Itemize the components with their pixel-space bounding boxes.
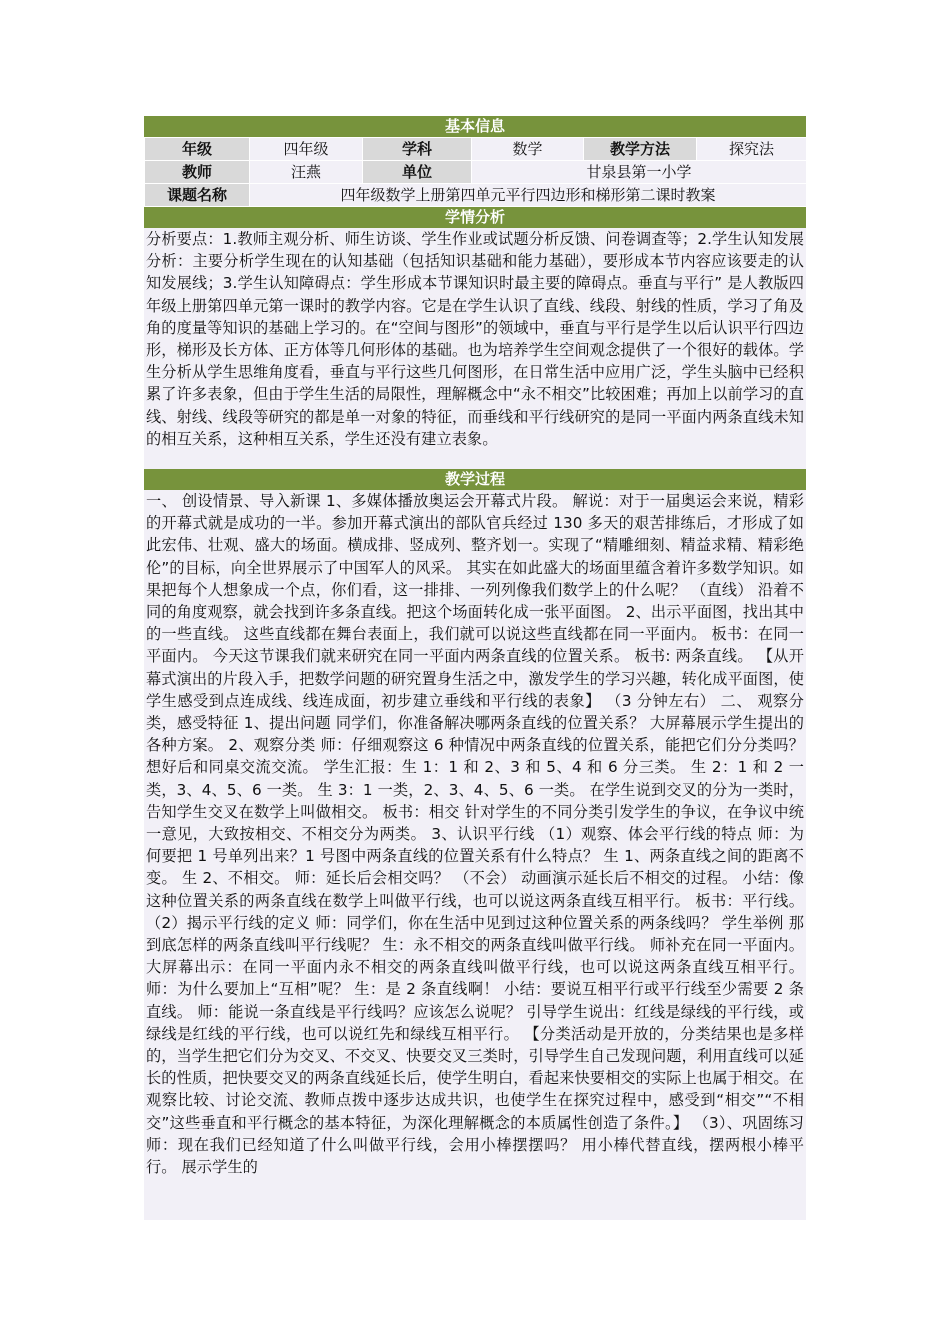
info-row-teacher <box>145 161 807 184</box>
process-text: 一、 创设情景、导入新课 1、多媒体播放奥运会开幕式片段。 解说：对于一届奥运会来说，精彩的开幕式就是成功的一半。参加开幕式演出的部队官兵经过 130 多天的艰苦排练后，才形成了如此宏伟、壮观、盛大的场面。横成排、竖成列、整齐划一。实现了“精雕细刻、精益求精、精彩绝伦”的目标，向全世界展示了中国军人的风采。 其实在如此盛大的场面里蕴含着许多数学知识。如果把每个人想象成一个点，你们看，这一排排、一列列像我们数学上的什么呢？ （直线） 沿着不同的角度观察，就会找到许多条直线。把这个场面转化成一张平面图。 2、出示平面图，找出其中的一些直线。 这些直线都在舞台表面上，我们就可以说这些直线都在同一平面内。 板书：在同一平面内。 今天这节课我们就来研究在同一平面内两条直线的位置关系。 板书: 两条直线。 【从开幕式演出的片段入手，把数学问题的研究置身生活之中，激发学生的学习兴趣，转化成平面图，使学生感受到点连成线、线连成面，初步建立垂线和平行线的表象】 （3 分钟左右） 二、 观察分类，感受特征 1、提出问题 同学们，你准备解决哪两条直线的位置关系？ 大屏幕展示学生提出的各种方案。 2、观察分类 师：仔细观察这 6 种情况中两条直线的位置关系，能把它们分分类吗？想好后和同桌交流交流。 学生汇报：生 1：1 和 2、3 和 5、4 和 6 分三类。 生 2：1 和 2 一类，3、4、5、6 一类。 生 3：1 一类，2、3、4、5、6 一类。 在学生说到交叉的分为一类时，告知学生交叉在数学上叫做相交。 板书：相交 针对学生的不同分类引发学生的争议，在争议中统一意见，大致按相交、不相交分为两类。 3、认识平行线 （1）观察、体会平行线的特点 师：为何要把 1 号单列出来？1 号图中两条直线的位置关系有什么特点？ 生 1、两条直线之间的距离不变。 生 2、不相交。 师：延长后会相交吗？ （不会） 动画演示延长后不相交的过程。 小结：像这种位置关系的两条直线在数学上叫做平行线，也可以说这两条直线互相平行。 板书：平行线。 （2）揭示平行线的定义 师：同学们，你在生活中见到过这种位置关系的两条线吗？ 学生举例 那到底怎样的两条直线叫平行线呢？ 生：永不相交的两条直线叫做平行线。 师补充在同一平面内。 大屏幕出示：在同一平面内永不相交的两条直线叫做平行线，也可以说这两条直线互相平行。 师：为什么要加上“互相”呢？ 生：是 2 条直线啊！ 小结：要说互相平行或平行线至少需要 2 条直线。 师：能说一条直线是平行线吗？应该怎么说呢？ 引导学生说出：红线是绿线的平行线，或绿线是红线的平行线，也可以说红先和绿线互相平行。 【分类活动是开放的，分类结果也是多样的，当学生把它们分为交叉、不交叉、快要交叉三类时，引导学生自己发现问题，利用直线可以延长的性质，把快要交叉的两条直线延长后，使学生明白，看起来快要相交的实际上也属于相交。在观察比较、讨论交流、教师点拨中逐步达成共识，也使学生在探究过程中，感受到“相交”“不相交”这些垂直和平行概念的基本特征，为深化理解概念的本质属性创造了条件。】 （3）、巩固练习 师：现在我们已经知道了什么叫做平行线，会用小棒摆摆吗？ 用小棒代替直线，摆两根小棒平行。 展示学生的 <box>144 490 806 1220</box>
course-label: 课题名称 <box>145 184 250 207</box>
teacher-value: 汪燕 <box>250 161 363 184</box>
grade-label: 年级 <box>145 138 250 161</box>
unit-value: 甘泉县第一小学 <box>472 161 807 184</box>
basic-info-table <box>144 137 807 207</box>
process-header: 教学过程 <box>144 469 806 490</box>
subject-value: 数学 <box>472 138 584 161</box>
info-row-course <box>145 184 807 207</box>
course-value: 四年级数学上册第四单元平行四边形和梯形第二课时教案 <box>250 184 807 207</box>
analysis-header: 学情分析 <box>144 207 806 228</box>
unit-label: 单位 <box>363 161 472 184</box>
lesson-plan-document <box>144 116 806 1220</box>
method-value: 探究法 <box>697 138 807 161</box>
grade-value: 四年级 <box>250 138 363 161</box>
method-label: 教学方法 <box>584 138 697 161</box>
teacher-label: 教师 <box>145 161 250 184</box>
info-row-grade <box>145 138 807 161</box>
subject-label: 学科 <box>363 138 472 161</box>
basic-info-header: 基本信息 <box>144 116 806 137</box>
analysis-text: 分析要点：1.教师主观分析、师生访谈、学生作业或试题分析反馈、问卷调查等；2.学生认知发展分析：主要分析学生现在的认知基础（包括知识基础和能力基础），要形成本节内容应该要走的认知发展线；3.学生认知障碍点：学生形成本节课知识时最主要的障碍点。垂直与平行” 是人教版四年级上册第四单元第一课时的教学内容。它是在学生认识了直线、线段、射线的性质，学习了角及角的度量等知识的基础上学习的。在“空间与图形”的领域中，垂直与平行是学生以后认识平行四边形，梯形及长方体、正方体等几何形体的基础。也为培养学生空间观念提供了一个很好的载体。学生分析从学生思维角度看，垂直与平行这些几何图形，在日常生活中应用广泛，学生头脑中已经积累了许多表象，但由于学生生活的局限性，理解概念中“永不相交”比较困难；再加上以前学习的直线、射线、线段等研究的都是单一对象的特征，而垂线和平行线研究的是同一平面内两条直线未知的相互关系，这种相互关系，学生还没有建立表象。 <box>144 228 806 469</box>
